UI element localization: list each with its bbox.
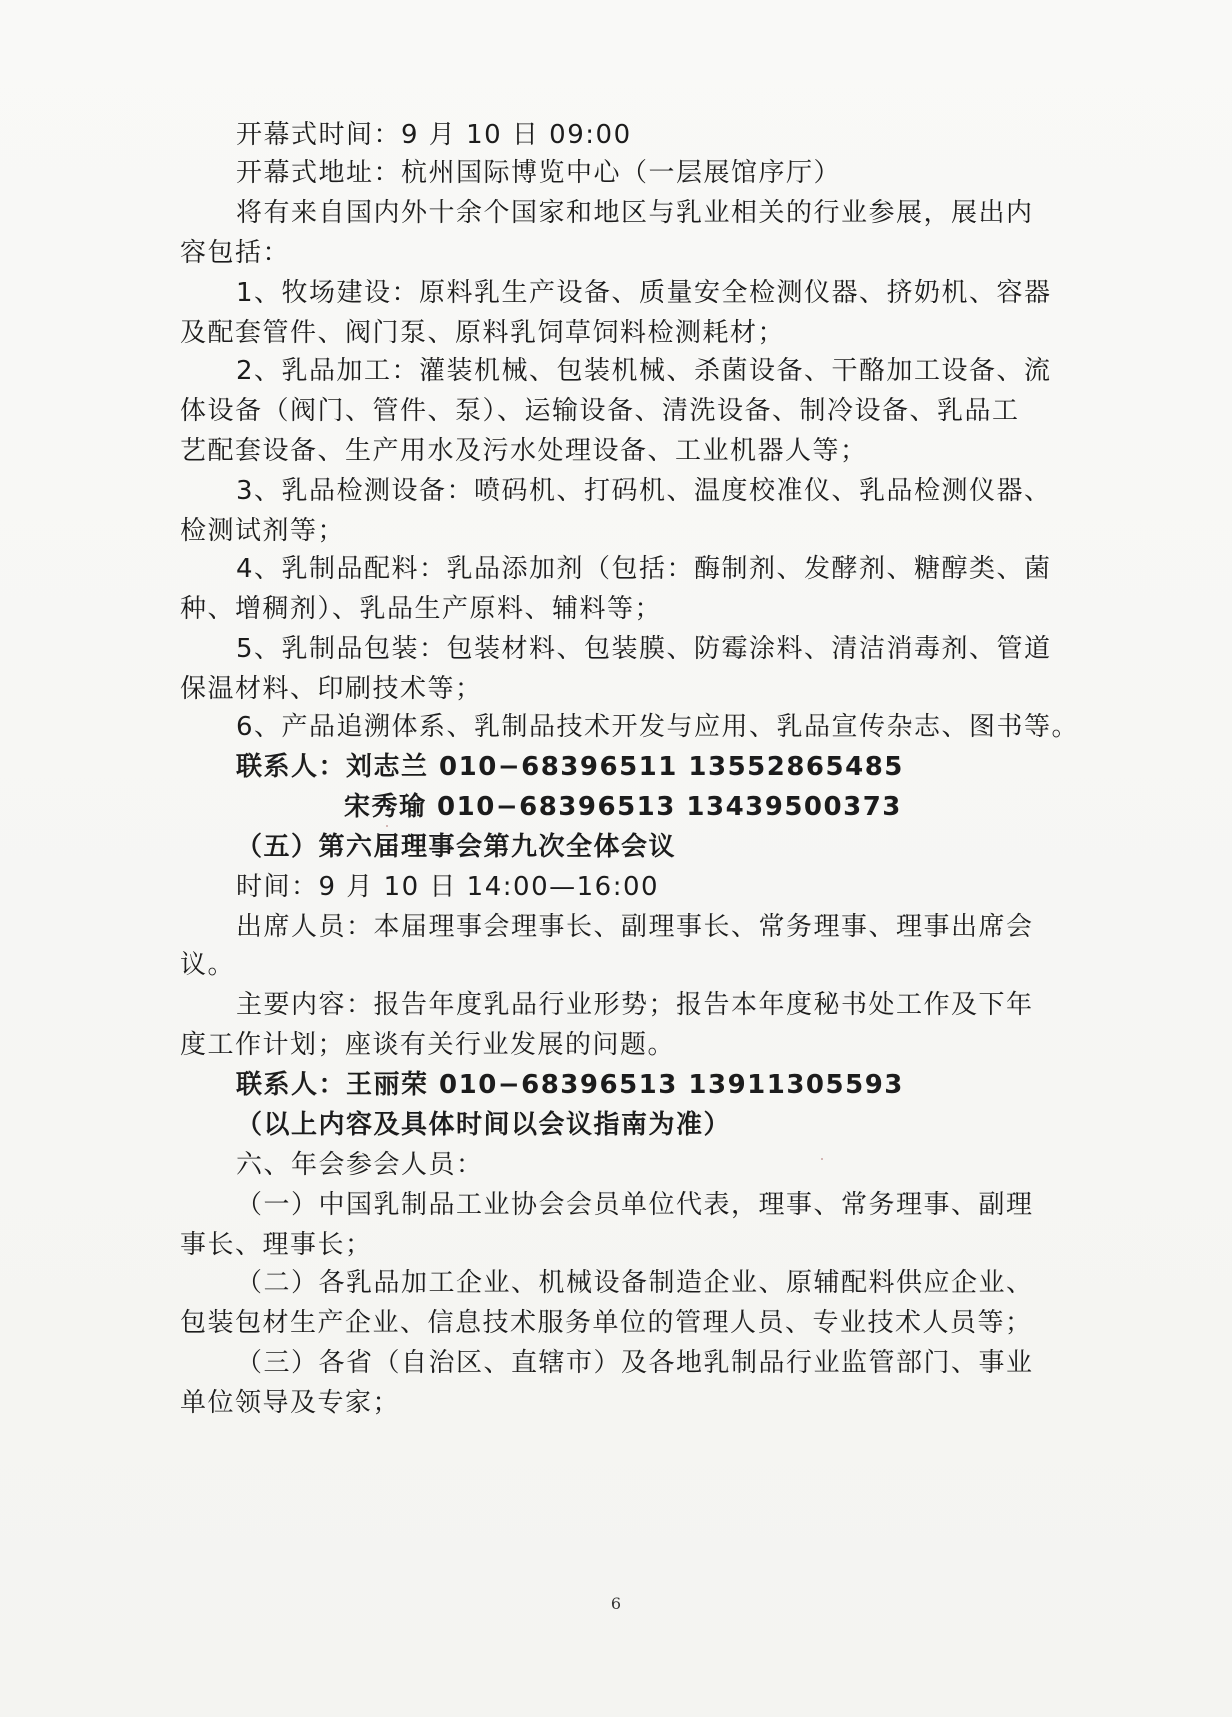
- text-line: 体设备（阀门、管件、泵）、运输设备、清洗设备、制冷设备、乳品工: [180, 396, 1020, 426]
- text-line: 单位领导及专家；: [180, 1388, 401, 1418]
- text-line: 开幕式地址：杭州国际博览中心（一层展馆序厅）: [236, 158, 842, 188]
- text-line: （一）中国乳制品工业协会会员单位代表，理事、常务理事、副理: [236, 1190, 1034, 1220]
- text-line: 议。: [180, 950, 236, 980]
- text-line: 3、乳品检测设备：喷码机、打码机、温度校准仪、乳品检测仪器、: [236, 476, 1052, 506]
- text-line: 5、乳制品包装：包装材料、包装膜、防霉涂料、清洁消毒剂、管道: [236, 634, 1052, 664]
- page-number: 6: [610, 1594, 622, 1613]
- note-line: （以上内容及具体时间以会议指南为准）: [236, 1110, 732, 1140]
- text-line: 出席人员：本届理事会理事长、副理事长、常务理事、理事出席会: [236, 912, 1034, 942]
- text-line: 包装包材生产企业、信息技术服务单位的管理人员、专业技术人员等；: [180, 1308, 1033, 1338]
- contact-line: 联系人：王丽荣 010−68396513 13911305593: [236, 1070, 904, 1100]
- text-line: 容包括：: [180, 238, 291, 268]
- text-line: 及配套管件、阀门泵、原料乳饲草饲料检测耗材；: [180, 318, 786, 348]
- section-heading: 六、年会参会人员：: [236, 1150, 484, 1180]
- text-line: 度工作计划；座谈有关行业发展的问题。: [180, 1030, 676, 1060]
- text-line: 保温材料、印刷技术等；: [180, 674, 483, 704]
- scan-speck: [821, 1158, 823, 1160]
- section-heading: （五）第六届理事会第九次全体会议: [236, 832, 677, 862]
- text-line: 种、增稠剂）、乳品生产原料、辅料等；: [180, 594, 663, 624]
- text-line: 主要内容：报告年度乳品行业形势；报告本年度秘书处工作及下年: [236, 990, 1034, 1020]
- text-line: 将有来自国内外十余个国家和地区与乳业相关的行业参展，展出内: [236, 198, 1034, 228]
- text-line: 艺配套设备、生产用水及污水处理设备、工业机器人等；: [180, 436, 868, 466]
- text-line: 1、牧场建设：原料乳生产设备、质量安全检测仪器、挤奶机、容器: [236, 278, 1052, 308]
- scan-speck: [386, 825, 388, 827]
- text-line: 事长、理事长；: [180, 1230, 373, 1260]
- text-line: 2、乳品加工：灌装机械、包装机械、杀菌设备、干酪加工设备、流: [236, 356, 1052, 386]
- text-line: 检测试剂等；: [180, 516, 346, 546]
- text-line: 时间：9 月 10 日 14:00—16:00: [236, 872, 660, 902]
- contact-line: 联系人：刘志兰 010−68396511 13552865485: [236, 752, 904, 782]
- text-line: （三）各省（自治区、直辖市）及各地乳制品行业监管部门、事业: [236, 1348, 1034, 1378]
- text-line: 6、产品追溯体系、乳制品技术开发与应用、乳品宣传杂志、图书等。: [236, 712, 1080, 742]
- text-line: （二）各乳品加工企业、机械设备制造企业、原辅配料供应企业、: [236, 1268, 1034, 1298]
- text-line: 开幕式时间：9 月 10 日 09:00: [236, 120, 632, 150]
- text-line: 4、乳制品配料：乳品添加剂（包括：酶制剂、发酵剂、糖醇类、菌: [236, 554, 1052, 584]
- contact-line: 宋秀瑜 010−68396513 13439500373: [344, 792, 902, 822]
